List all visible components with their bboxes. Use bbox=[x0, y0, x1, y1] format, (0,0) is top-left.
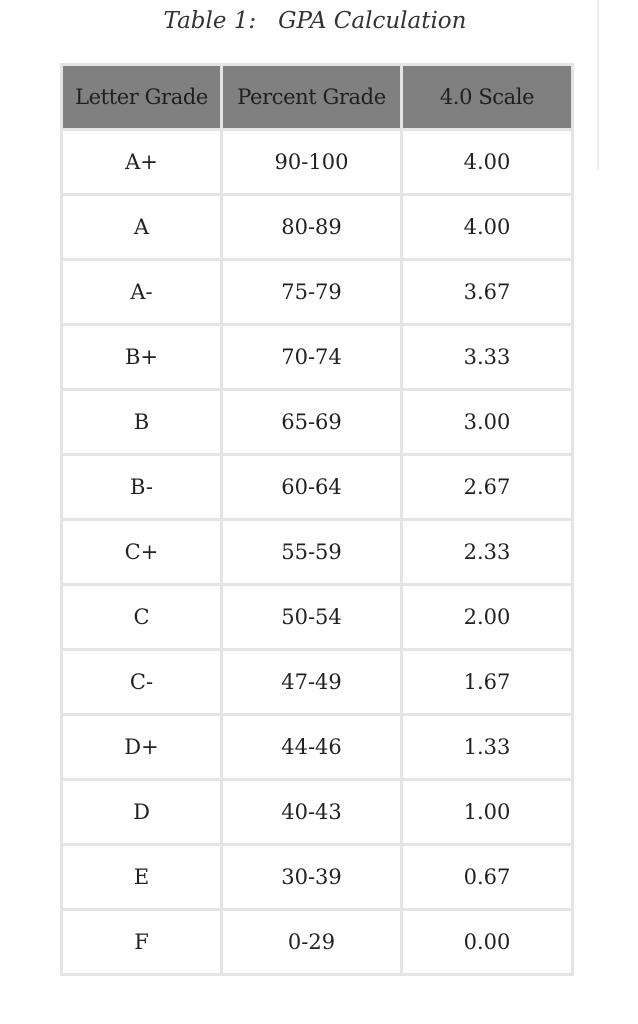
letter-grade-cell: C- bbox=[62, 650, 222, 715]
percent-grade-cell: 55-59 bbox=[222, 520, 402, 585]
table-row bbox=[62, 650, 573, 715]
percent-grade-cell: 30-39 bbox=[222, 845, 402, 910]
percent-grade-cell: 44-46 bbox=[222, 715, 402, 780]
percent-grade-cell: 80-89 bbox=[222, 195, 402, 260]
letter-grade-cell: D bbox=[62, 780, 222, 845]
table-row bbox=[62, 195, 573, 260]
header-percent-grade: Percent Grade bbox=[222, 65, 402, 130]
letter-grade-cell: B+ bbox=[62, 325, 222, 390]
table-row bbox=[62, 780, 573, 845]
table-row bbox=[62, 260, 573, 325]
table-header-row bbox=[62, 65, 573, 130]
table-row bbox=[62, 325, 573, 390]
scale-value-cell: 3.33 bbox=[402, 325, 573, 390]
percent-grade-cell: 47-49 bbox=[222, 650, 402, 715]
scale-value-cell: 1.67 bbox=[402, 650, 573, 715]
table-row bbox=[62, 845, 573, 910]
letter-grade-cell: C+ bbox=[62, 520, 222, 585]
table-row bbox=[62, 390, 573, 455]
table-row bbox=[62, 455, 573, 520]
percent-grade-cell: 90-100 bbox=[222, 130, 402, 195]
table-caption: Table 1: GPA Calculation bbox=[163, 8, 467, 34]
letter-grade-cell: F bbox=[62, 910, 222, 975]
percent-grade-cell: 0-29 bbox=[222, 910, 402, 975]
table-row bbox=[62, 130, 573, 195]
scale-value-cell: 3.00 bbox=[402, 390, 573, 455]
page-edge-divider bbox=[597, 0, 599, 170]
percent-grade-cell: 75-79 bbox=[222, 260, 402, 325]
scale-value-cell: 1.00 bbox=[402, 780, 573, 845]
header-letter-grade: Letter Grade bbox=[62, 65, 222, 130]
letter-grade-cell: B- bbox=[62, 455, 222, 520]
letter-grade-cell: E bbox=[62, 845, 222, 910]
scale-value-cell: 0.00 bbox=[402, 910, 573, 975]
letter-grade-cell: A- bbox=[62, 260, 222, 325]
table-row bbox=[62, 910, 573, 975]
letter-grade-cell: C bbox=[62, 585, 222, 650]
scale-value-cell: 4.00 bbox=[402, 130, 573, 195]
letter-grade-cell: A+ bbox=[62, 130, 222, 195]
letter-grade-cell: D+ bbox=[62, 715, 222, 780]
percent-grade-cell: 50-54 bbox=[222, 585, 402, 650]
scale-value-cell: 4.00 bbox=[402, 195, 573, 260]
table-row bbox=[62, 715, 573, 780]
percent-grade-cell: 70-74 bbox=[222, 325, 402, 390]
scale-value-cell: 1.33 bbox=[402, 715, 573, 780]
scale-value-cell: 2.00 bbox=[402, 585, 573, 650]
percent-grade-cell: 60-64 bbox=[222, 455, 402, 520]
percent-grade-cell: 40-43 bbox=[222, 780, 402, 845]
scale-value-cell: 0.67 bbox=[402, 845, 573, 910]
header-scale: 4.0 Scale bbox=[402, 65, 573, 130]
scale-value-cell: 2.33 bbox=[402, 520, 573, 585]
gpa-table bbox=[60, 63, 574, 976]
table-row bbox=[62, 520, 573, 585]
scale-value-cell: 3.67 bbox=[402, 260, 573, 325]
scale-value-cell: 2.67 bbox=[402, 455, 573, 520]
table-row bbox=[62, 585, 573, 650]
percent-grade-cell: 65-69 bbox=[222, 390, 402, 455]
letter-grade-cell: B bbox=[62, 390, 222, 455]
letter-grade-cell: A bbox=[62, 195, 222, 260]
